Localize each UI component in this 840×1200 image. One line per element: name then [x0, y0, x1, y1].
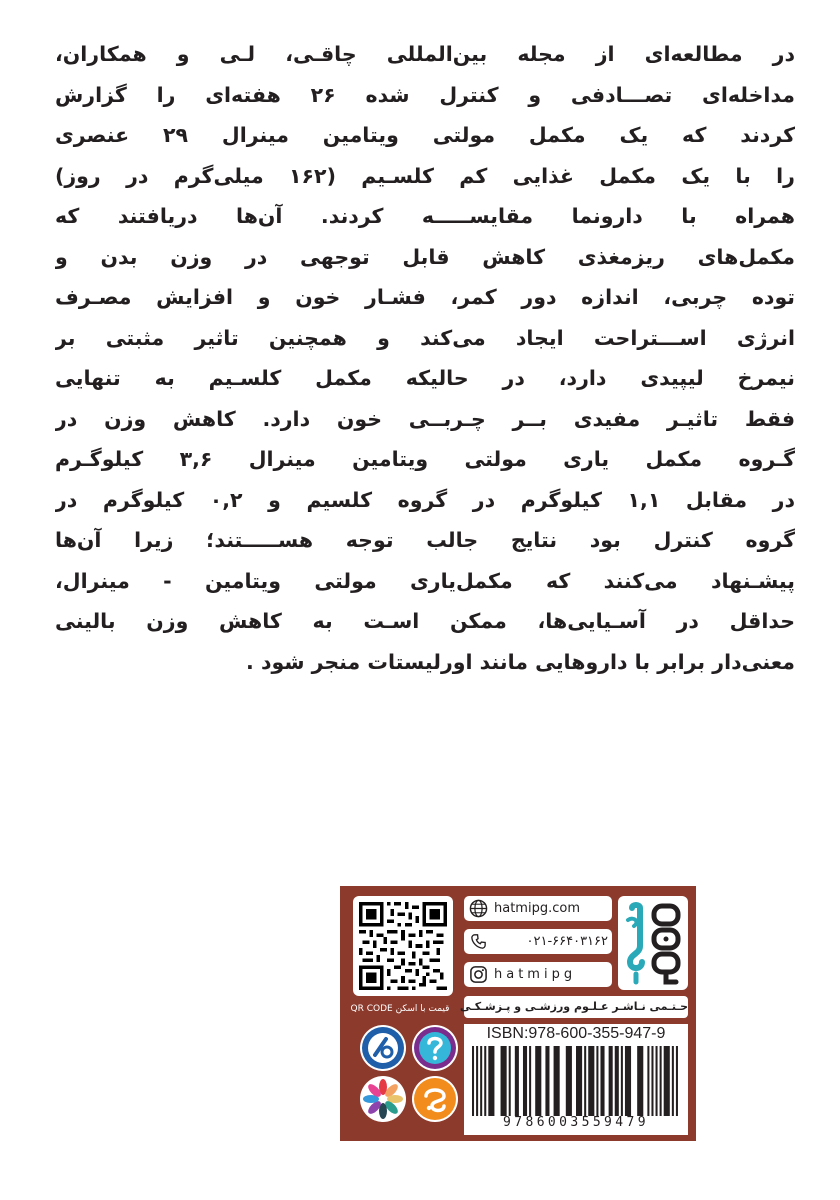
- qr-code-icon: [359, 902, 447, 990]
- text-line: فقط تاثیـر مفیدی بــر چـربــی خون دارد. کاهش وزن در: [55, 406, 795, 431]
- question-badge-icon: [412, 1025, 458, 1071]
- text-line: گروه کنترل بود نتایج جالب توجه هســـــتند؛ زیرا آن‌ها: [55, 528, 795, 552]
- question-logo: [412, 1025, 458, 1071]
- publisher-logo-icon: [618, 896, 688, 990]
- flower-badge-icon: [360, 1076, 406, 1122]
- text-line: انرژی اســـتراحت ایجاد می‌کند و همچنین تاثیر مثبتی بر: [55, 325, 795, 350]
- qr-code[interactable]: [353, 896, 453, 996]
- publisher-name: حـتـمی نـاشـر عـلـوم ورزشـی و پـزشـکـی: [464, 996, 688, 1018]
- instrument-badge-icon: [360, 1025, 406, 1071]
- text-line: همراه با دارونما مقایســـــه کردند. آن‌ها دریافتند که: [55, 204, 795, 228]
- text-line: توده چربی، اندازه دور کمر، فشـار خون و افزایش مصـرف: [55, 285, 795, 309]
- text-line: حداقل در آسـیایی‌ها، ممکن اسـت به کاهش وزن بالینی: [55, 609, 795, 633]
- qr-caption: قیمت با اسکن QR CODE: [350, 1004, 450, 1014]
- text-line: را با یک مکمل غذایی کم کلسـیم (۱۶۲ میلی‌گرم در روز): [55, 163, 795, 188]
- text-line: در مطالعه‌ای از مجله بین‌المللی چاقـی، لـی و همکاران،: [55, 42, 795, 66]
- phone-text: ۰۲۱-۶۶۴۰۳۱۶۲: [526, 934, 608, 949]
- text-line: گـروه مکمل یاری مولتی ویتامین مینرال ۳,۶ کیلوگـرم: [55, 447, 795, 471]
- book-back-text: [55, 34, 795, 682]
- website-text: hatmipg.com: [494, 901, 580, 916]
- publisher-panel: [340, 886, 696, 1141]
- barcode-icon: [472, 1046, 680, 1116]
- instagram-row[interactable]: [464, 962, 612, 987]
- isbn-text: ISBN:978-600-355-947-9: [486, 1025, 666, 1042]
- publisher-logo: [618, 896, 688, 990]
- script-logo: [412, 1076, 458, 1122]
- text-line: مکمل‌های ریزمغذی کاهش قابل توجهی در وزن بدن و: [55, 244, 795, 269]
- flower-logo: [360, 1076, 406, 1122]
- website-row[interactable]: [464, 896, 612, 921]
- text-line: نیمرخ لیپیدی دارد، در حالیکه مکمل کلسـیم به تنهایی: [55, 366, 795, 390]
- barcode-number: 9786003559479: [503, 1115, 649, 1130]
- text-line: معنی‌دار برابر با داروهایی مانند اورلیستات منجر شود .: [246, 649, 795, 674]
- isbn-barcode: [464, 1024, 688, 1135]
- instrument-logo: [360, 1025, 406, 1071]
- phone-icon: [469, 932, 488, 951]
- phone-row[interactable]: [464, 929, 612, 954]
- instagram-icon: [469, 965, 488, 984]
- globe-icon: [469, 899, 488, 918]
- text-line: پیشـنهاد می‌کنند که مکمل‌یاری مولتی ویتامین - مینرال،: [55, 568, 795, 593]
- instagram-text: hatmipg: [494, 967, 577, 982]
- text-line: در مقابل ۱,۱ کیلوگرم در گروه کلسیم و ۰,۲ کیلوگرم در: [55, 487, 795, 512]
- text-line: کردند که یک مکمل مولتی ویتامین مینرال ۲۹ عنصری: [55, 123, 795, 147]
- text-line: مداخله‌ای تصـــادفی و کنترل شده ۲۶ هفته‌ای را گزارش: [55, 82, 795, 107]
- script-badge-icon: [412, 1076, 458, 1122]
